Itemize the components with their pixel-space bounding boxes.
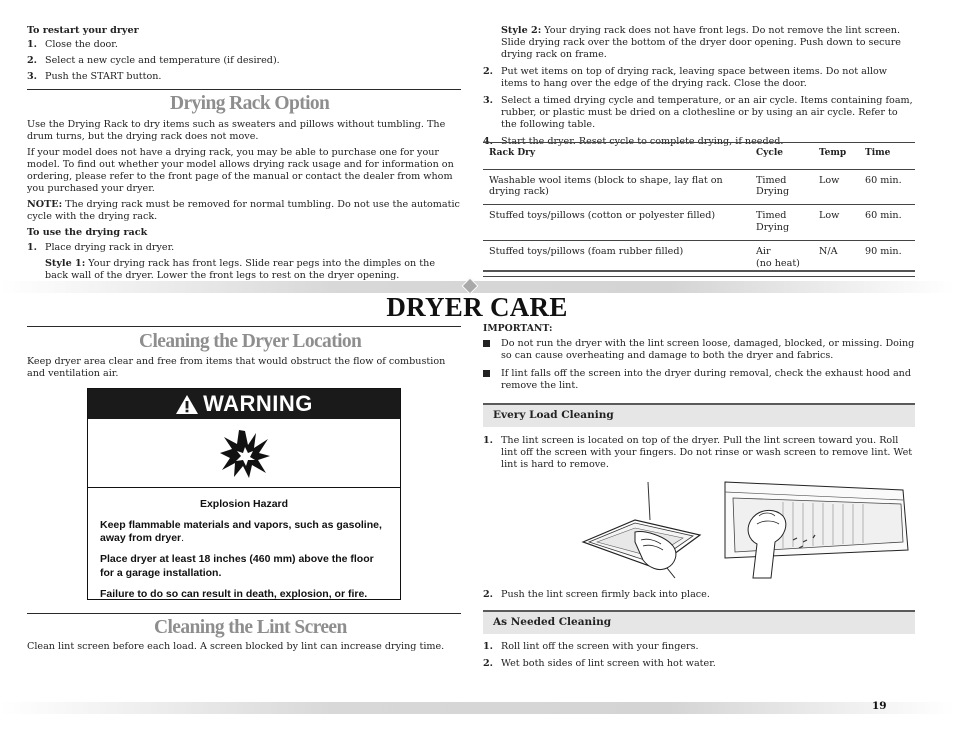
important-section <box>483 323 915 398</box>
table-cell: 90 min. <box>865 246 902 258</box>
roll-lint-illustration <box>723 480 913 580</box>
divider <box>27 326 461 327</box>
col-header-rack-dry: Rack Dry <box>489 148 536 158</box>
drying-rack-intro: Use the Drying Rack to dry items such as sweaters and pillows without tumbling. The drum turns, but the drying rack does not move. <box>27 119 446 142</box>
pull-lint-screen-illustration <box>575 480 705 580</box>
restart-section <box>27 25 461 87</box>
table-cell: Low <box>819 174 840 186</box>
warning-box <box>87 388 401 600</box>
as-needed-step-2: 2. Wet both sides of lint screen with hot water. <box>483 657 716 669</box>
divider <box>27 89 461 90</box>
location-title: Cleaning the Dryer Location <box>139 331 362 352</box>
table-cell: Washable wool items (block to shape, lay flat on drying rack) <box>489 174 723 198</box>
bullet-square-icon <box>483 340 490 347</box>
divider <box>27 613 461 614</box>
restart-step-3: 3. Push the START button. <box>27 70 162 82</box>
restart-step-1: 1. Close the door. <box>27 38 118 50</box>
warning-label: WARNING <box>203 391 313 417</box>
warning-line-3: Failure to do so can result in death, explosion, or fire. <box>100 587 368 600</box>
every-load-heading: Every Load Cleaning <box>483 403 915 427</box>
col-header-cycle: Cycle <box>756 148 784 158</box>
location-text: Keep dryer area clear and free from items that would obstruct the flow of combustion and ventilation air. <box>27 356 446 379</box>
restart-heading: To restart your dryer <box>27 25 139 36</box>
important-bullet-2: If lint falls off the screen into the dryer during removal, check the exhaust hood and remove the lint. <box>483 368 915 392</box>
explosion-icon <box>219 429 271 479</box>
rack-style-2: Style 2: Your drying rack does not have front legs. Do not remove the lint screen. Slide drying rack over the bottom of the dryer door opening. Push down to secure drying rack on frame. <box>501 25 901 60</box>
col-header-temp: Temp <box>819 148 847 158</box>
table-bottom-rule <box>483 270 915 272</box>
table-cell: 60 min. <box>865 174 902 186</box>
rack-step-3: 3. Select a timed drying cycle and temperature, or an air cycle. Items containing foam, rubber, or plastic must be dried on a clothesline or by using an air cycle. Refer to the following table. <box>483 94 913 130</box>
use-rack-heading: To use the drying rack <box>27 226 148 238</box>
drying-rack-section <box>27 119 461 282</box>
rack-style-1: Style 1: Your drying rack has front legs. Slide rear pegs into the dimples on the back wall of the dryer. Lower the front legs to rest on the dryer opening. <box>45 257 435 281</box>
lint-screen-title: Cleaning the Lint Screen <box>154 617 347 638</box>
table-cell: N/A <box>819 246 838 258</box>
page-number: 19 <box>872 700 887 712</box>
important-label: IMPORTANT: <box>483 323 553 334</box>
warning-line-1: Keep flammable materials and vapors, such as gasoline, away from dryer. <box>100 519 382 545</box>
hazard-title: Explosion Hazard <box>199 498 289 510</box>
every-load-step-2: 2. Push the lint screen firmly back into place. <box>483 589 710 600</box>
bullet-square-icon <box>483 370 490 377</box>
rack-steps-continued <box>483 25 915 153</box>
as-needed-steps <box>483 641 915 675</box>
table-cell: Stuffed toys/pillows (cotton or polyester filled) <box>489 210 716 222</box>
table-row <box>483 205 915 241</box>
drying-rack-purchase: If your model does not have a drying rack, you may be able to purchase one for your model. To find out whether your model allows drying rack usage and for information on ordering, please refer to the front page of the manual or contact the dealer from whom you purchased your dryer. <box>27 146 454 194</box>
important-bullet-1: Do not run the dryer with the lint screen loose, damaged, blocked, or missing. Doing so can cause overheating and damage to both the dryer and fabrics. <box>483 338 915 362</box>
table-cell: Air (no heat) <box>756 246 800 270</box>
col-header-time: Time <box>865 148 891 158</box>
table-cell: Timed Drying <box>756 210 790 234</box>
lint-screen-text: Clean lint screen before each load. A screen blocked by lint can increase drying time. <box>27 641 445 652</box>
table-row <box>483 169 915 205</box>
table-cell: Timed Drying <box>756 174 790 198</box>
rack-step-2: 2. Put wet items on top of drying rack, leaving space between items. Do not allow items to hang over the edge of the drying rack. Close the door. <box>483 65 888 89</box>
warning-header <box>88 389 400 419</box>
drying-rack-title: Drying Rack Option <box>170 93 330 114</box>
drying-rack-note: NOTE: The drying rack must be removed for normal tumbling. Do not use the automatic cycle with the drying rack. <box>27 198 460 222</box>
table-header-row <box>483 143 915 169</box>
warning-line-2: Place dryer at least 18 inches (460 mm) above the floor for a garage installation. <box>100 553 374 579</box>
warning-body <box>88 487 400 611</box>
rack-step-4: 4. Start the dryer. Reset cycle to complete drying, if needed. <box>483 135 784 147</box>
dryer-care-title: DRYER CARE <box>386 292 568 322</box>
as-needed-heading: As Needed Cleaning <box>483 610 915 634</box>
table-cell: Stuffed toys/pillows (foam rubber filled) <box>489 246 684 258</box>
rack-step-1: 1. Place drying rack in dryer. <box>27 241 175 253</box>
warning-triangle-icon <box>175 394 199 415</box>
table-cell: Low <box>819 210 840 222</box>
footer-gradient-bar <box>0 702 954 714</box>
every-load-step-1: 1. The lint screen is located on top of the dryer. Pull the lint screen toward you. Roll lint off the screen with your fingers. Do not rinse or wash screen to remove lint. Wet lint is hard to remove. <box>483 435 913 470</box>
as-needed-step-1: 1. Roll lint off the screen with your fingers. <box>483 641 699 652</box>
rack-dry-table <box>483 142 915 277</box>
restart-step-2: 2. Select a new cycle and temperature (if desired). <box>27 54 280 66</box>
table-cell: 60 min. <box>865 210 902 222</box>
